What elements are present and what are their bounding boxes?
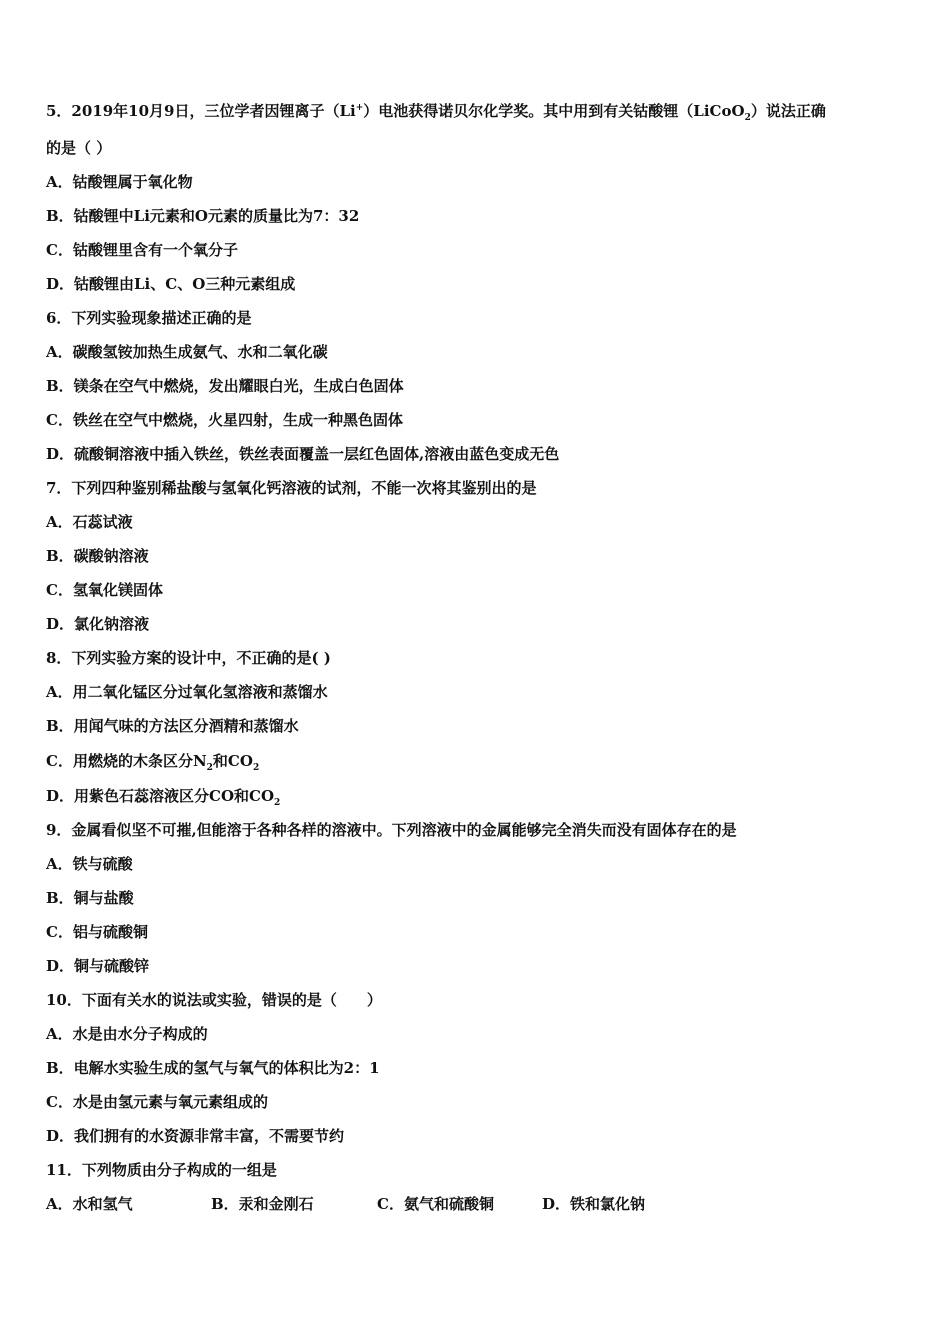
question-7-stem: 7．下列四种鉴别稀盐酸与氢氧化钙溶液的试剂，不能一次将其鉴别出的是 <box>46 479 537 497</box>
question-5-option-a: A．钴酸锂属于氧化物 <box>46 173 193 191</box>
question-5-option-d: D．钴酸锂由Li、C、O三种元素组成 <box>46 275 296 293</box>
question-8-option-d: D．用紫色石蕊溶液区分CO和$CO_2$ <box>46 787 281 808</box>
question-6-option-d: D．硫酸铜溶液中插入铁丝，铁丝表面覆盖一层红色固体,溶液由蓝色变成无色 <box>46 445 560 463</box>
question-7-option-a: A．石蕊试液 <box>46 513 133 531</box>
question-6-option-c: C．铁丝在空气中燃烧，火星四射，生成一种黑色固体 <box>46 411 403 429</box>
question-5-option-c: C．钴酸锂里含有一个氧分子 <box>46 241 238 259</box>
question-11-option-a: A．水和氢气 <box>46 1195 133 1213</box>
question-5-stem: 5．2019年10月9日，三位学者因锂离子（Li+）电池获得诺贝尔化学奖。其中用到有关钴酸锂（LiCoO$_2$）说法正确 <box>46 102 826 123</box>
question-10-option-d: D．我们拥有的水资源非常丰富，不需要节约 <box>46 1127 345 1145</box>
question-9-option-c: C．铝与硫酸铜 <box>46 923 148 941</box>
question-10-stem: 10．下面有关水的说法或实验，错误的是（ ） <box>46 991 382 1009</box>
question-7-option-b: B．碳酸钠溶液 <box>46 547 149 565</box>
question-11-option-b: B．汞和金刚石 <box>211 1195 314 1213</box>
question-7-option-d: D．氯化钠溶液 <box>46 615 150 633</box>
question-9-option-a: A．铁与硫酸 <box>46 855 133 873</box>
question-11-stem: 11．下列物质由分子构成的一组是 <box>46 1161 277 1179</box>
question-6-option-b: B．镁条在空气中燃烧，发出耀眼白光，生成白色固体 <box>46 377 404 395</box>
question-5-option-b: B．钴酸锂中Li元素和O元素的质量比为7：32 <box>46 207 360 225</box>
question-8-option-c: C．用燃烧的木条区分$N_2$和$CO_2$ <box>46 752 260 773</box>
question-8-option-a: A．用二氧化锰区分过氧化氢溶液和蒸馏水 <box>46 683 328 701</box>
question-6-stem: 6．下列实验现象描述正确的是 <box>46 309 252 327</box>
question-5-stem-continued: 的是（ ） <box>46 139 112 157</box>
question-11-option-d: D．铁和氯化钠 <box>542 1195 646 1213</box>
question-11-option-c: C．氨气和硫酸铜 <box>377 1195 494 1213</box>
question-9-option-d: D．铜与硫酸锌 <box>46 957 150 975</box>
question-8-option-b: B．用闻气味的方法区分酒精和蒸馏水 <box>46 717 299 735</box>
question-9-option-b: B．铜与盐酸 <box>46 889 134 907</box>
question-10-option-b: B．电解水实验生成的氢气与氧气的体积比为2：1 <box>46 1059 380 1077</box>
question-10-option-a: A．水是由水分子构成的 <box>46 1025 208 1043</box>
question-9-stem: 9．金属看似坚不可摧,但能溶于各种各样的溶液中。下列溶液中的金属能够完全消失而没有固体存在的是 <box>46 821 737 839</box>
question-6-option-a: A．碳酸氢铵加热生成氨气、水和二氧化碳 <box>46 343 328 361</box>
question-10-option-c: C．水是由氢元素与氧元素组成的 <box>46 1093 268 1111</box>
question-7-option-c: C．氢氧化镁固体 <box>46 581 163 599</box>
question-8-stem: 8．下列实验方案的设计中，不正确的是( ) <box>46 649 331 667</box>
